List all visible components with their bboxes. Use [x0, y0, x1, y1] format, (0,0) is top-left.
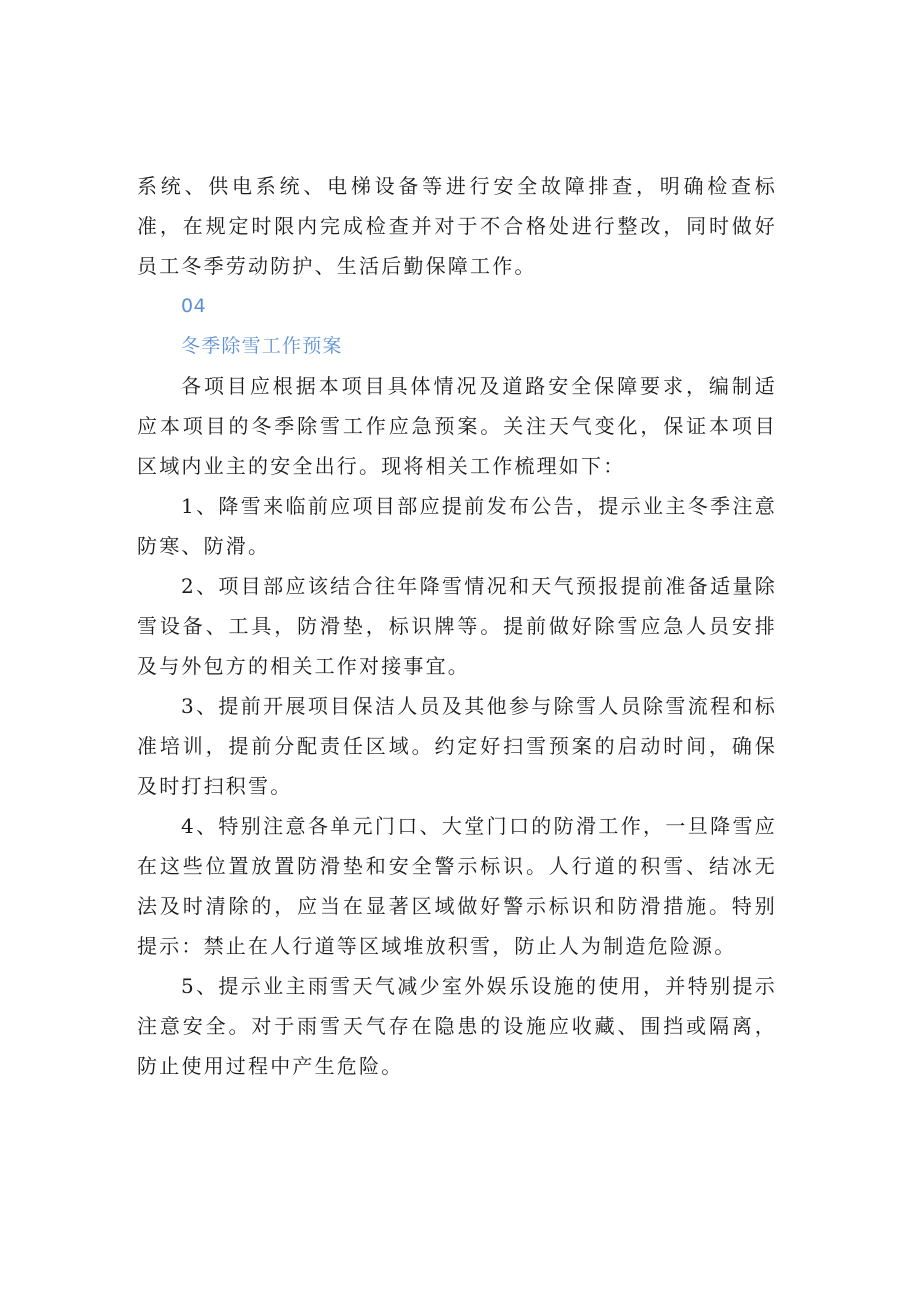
list-item-5: 5、提示业主雨雪天气减少室外娱乐设施的使用，并特别提示注意安全。对于雨雪天气存在隐患的设施应收藏、围挡或隔离，防止使用过程中产生危险。: [137, 974, 777, 1078]
list-item-4: 4、特别注意各单元门口、大堂门口的防滑工作，一旦降雪应在这些位置放置防滑垫和安全警示标识。人行道的积雪、结冰无法及时清除的，应当在显著区域做好警示标识和防滑措施。特别提示：禁止在人行道等区域堆放积雪，防止人为制造危险源。: [137, 814, 777, 958]
intro-paragraph: 各项目应根据本项目具体情况及道路安全保障要求，编制适应本项目的冬季除雪工作应急预案。关注天气变化，保证本项目区域内业主的安全出行。现将相关工作梳理如下：: [137, 374, 777, 478]
list-item-3: 3、提前开展项目保洁人员及其他参与除雪人员除雪流程和标准培训，提前分配责任区域。约定好扫雪预案的启动时间，确保及时打扫积雪。: [137, 694, 777, 798]
document-body: [137, 166, 777, 1086]
continuation-paragraph: 系统、供电系统、电梯设备等进行安全故障排查，明确检查标准，在规定时限内完成检查并对于不合格处进行整改，同时做好员工冬季劳动防护、生活后勤保障工作。: [137, 174, 777, 278]
section-number: 04: [181, 295, 207, 317]
list-item-1: 1、降雪来临前应项目部应提前发布公告，提示业主冬季注意防寒、防滑。: [137, 494, 777, 558]
list-item-2: 2、项目部应该结合往年降雪情况和天气预报提前准备适量除雪设备、工具，防滑垫，标识牌等。提前做好除雪应急人员安排及与外包方的相关工作对接事宜。: [137, 574, 777, 678]
section-title: 冬季除雪工作预案: [181, 335, 343, 357]
